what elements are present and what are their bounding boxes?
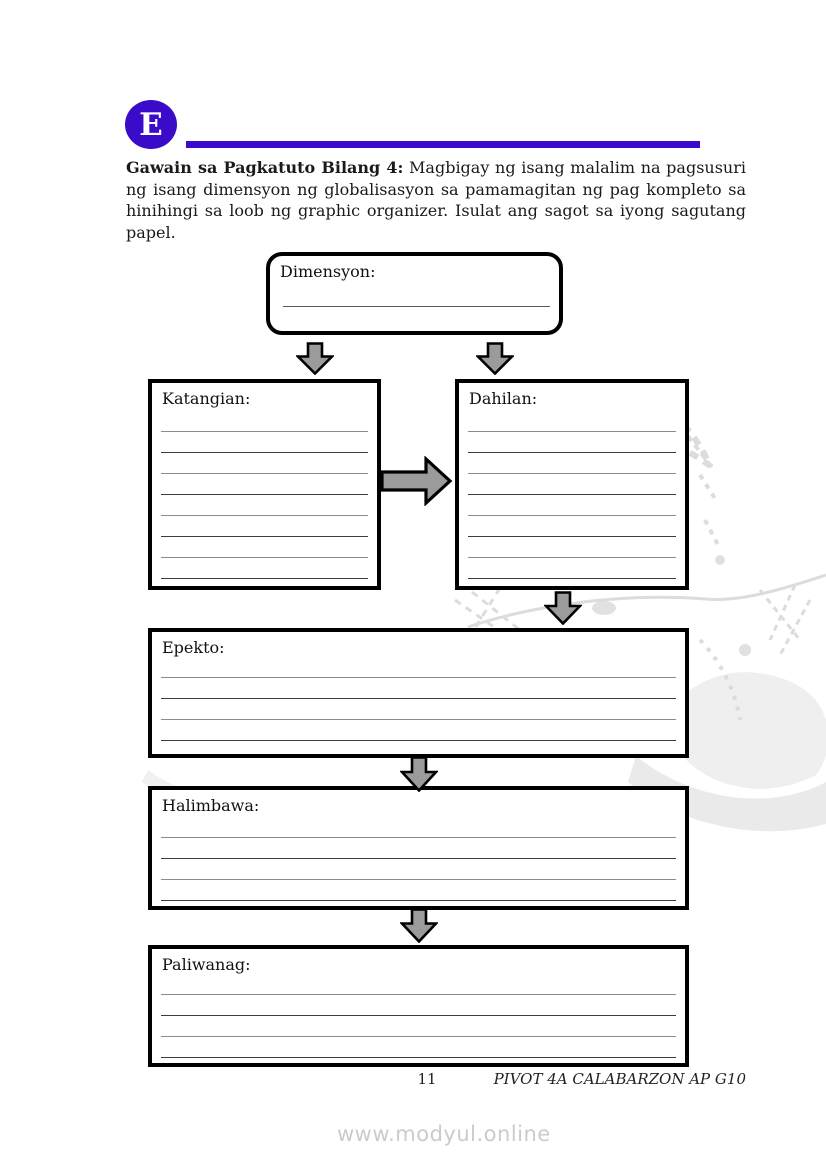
dimensyon-answer-lines (283, 286, 550, 307)
answer-line (468, 537, 676, 558)
answer-line (468, 411, 676, 432)
answer-line (161, 558, 368, 579)
answer-line (161, 537, 368, 558)
halimbawa-box (148, 786, 689, 910)
answer-line (161, 1016, 676, 1037)
answer-line (468, 516, 676, 537)
down-arrow-icon (544, 591, 582, 625)
answer-line (161, 817, 676, 838)
answer-line (161, 495, 368, 516)
answer-line (161, 880, 676, 901)
answer-line (161, 974, 676, 995)
paliwanag-answer-lines (161, 974, 676, 1058)
answer-line (468, 474, 676, 495)
answer-line (161, 453, 368, 474)
answer-line (161, 474, 368, 495)
dimensyon-box (266, 252, 563, 335)
dimensyon-label: Dimensyon: (280, 262, 376, 281)
paliwanag-label: Paliwanag: (162, 955, 251, 974)
answer-line (468, 453, 676, 474)
katangian-label: Katangian: (162, 389, 251, 408)
section-badge-letter: E (139, 106, 163, 143)
epekto-answer-lines (161, 657, 676, 741)
answer-line (161, 432, 368, 453)
answer-line (161, 859, 676, 880)
dahilan-answer-lines (468, 411, 676, 579)
answer-line (161, 678, 676, 699)
halimbawa-answer-lines (161, 817, 676, 901)
katangian-answer-lines (161, 411, 368, 579)
instruction-body: Magbigay ng isang malalim na pagsusuri ng isang dimensyon ng globalisasyon sa pamamagitan ng pag kompleto sa hinihingi sa loob ng graphic organizer. Isulat ang sagot sa iyong sagutang papel. (126, 158, 747, 242)
answer-line (468, 495, 676, 516)
answer-line (283, 286, 550, 307)
epekto-label: Epekto: (162, 638, 225, 657)
page-number: 11 (417, 1070, 437, 1088)
answer-line (161, 699, 676, 720)
answer-line (161, 838, 676, 859)
down-arrow-icon (476, 342, 514, 375)
site-watermark-text: www.modyul.online (337, 1122, 551, 1146)
down-arrow-icon (400, 756, 438, 792)
answer-line (468, 432, 676, 453)
dahilan-label: Dahilan: (469, 389, 538, 408)
dahilan-box (455, 379, 689, 590)
answer-line (161, 516, 368, 537)
answer-line (161, 411, 368, 432)
footer-module-label: PIVOT 4A CALABARZON AP G10 (493, 1070, 746, 1088)
answer-line (161, 1037, 676, 1058)
halimbawa-label: Halimbawa: (162, 796, 260, 815)
down-arrow-icon (296, 342, 334, 375)
instruction-title: Gawain sa Pagkatuto Bilang 4: (126, 158, 404, 177)
answer-line (161, 995, 676, 1016)
down-arrow-icon (400, 908, 438, 943)
answer-line (161, 720, 676, 741)
epekto-box (148, 628, 689, 758)
answer-line (161, 657, 676, 678)
answer-line (468, 558, 676, 579)
right-arrow-icon (380, 456, 453, 506)
katangian-box (148, 379, 381, 590)
paliwanag-box (148, 945, 689, 1067)
